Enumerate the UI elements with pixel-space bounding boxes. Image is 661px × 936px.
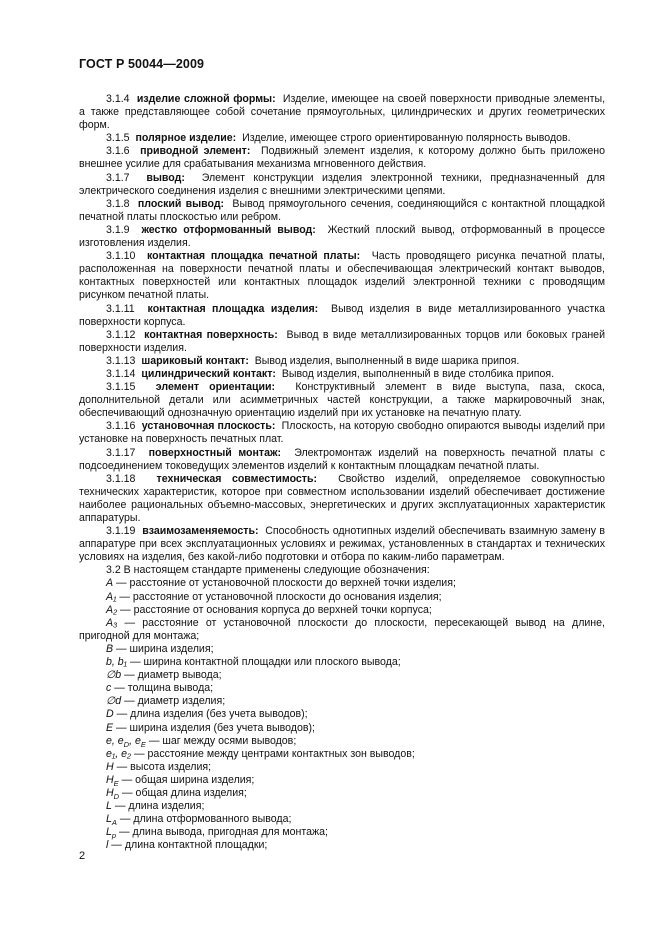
definition-text: Конструктивный элемент в виде выступа, паза, скоса, дополнительной детали или асимметричных частей конструкции, а также маркировочный знак, обеспечивающий однозначную ориентацию изделий при их установке на печатную плату.: [79, 381, 606, 420]
definition-number: 3.1.9: [106, 223, 130, 236]
definition-term: контактная поверхность:: [144, 328, 278, 341]
definition-paragraph: [79, 447, 605, 473]
definition-term: шариковый контакт:: [141, 354, 249, 367]
definition-term: полярное изделие:: [135, 132, 237, 145]
designation-text: — ширина изделия;: [113, 642, 214, 655]
designation-item: [79, 735, 605, 748]
designation-symbol: e₁, e₂: [106, 747, 132, 760]
definition-paragraph: [79, 473, 605, 525]
designation-text: — длина изделия (без учета выводов);: [113, 708, 308, 721]
definition-paragraph: [79, 368, 605, 381]
definition-number: 3.1.19: [106, 525, 136, 538]
designation-item: [79, 800, 605, 813]
definition-text: Вывод прямоугольного сечения, соединяющийся с контактной площадкой печатной платы плоскостью или ребром.: [79, 197, 606, 223]
definition-term: приводной элемент:: [140, 145, 251, 158]
definition-term: плоский вывод:: [137, 197, 225, 210]
designation-item: [79, 604, 605, 617]
designation-symbol: A₁: [106, 590, 117, 603]
designation-item: [79, 656, 605, 669]
designation-text: — длина изделия;: [111, 800, 205, 813]
designation-item: [79, 813, 605, 826]
designation-text: — высота изделия;: [113, 760, 212, 773]
definition-text: Вывод изделия в виде металлизированного участка поверхности корпуса.: [79, 302, 605, 328]
designation-symbol: L: [106, 800, 112, 813]
definition-term: цилиндрический контакт:: [141, 367, 276, 380]
designation-symbol: e, $e_D$, $e_E$: [106, 734, 146, 749]
definition-paragraph: [79, 224, 605, 250]
definition-number: 3.1.11: [106, 302, 135, 315]
definition-paragraph: [79, 93, 605, 132]
designation-text: — толщина вывода;: [111, 682, 214, 695]
designation-item: [79, 774, 605, 787]
definition-number: 3.1.4: [106, 93, 130, 105]
definition-text: Вывод в виде металлизированных торцов или боковых граней поверхности изделия.: [79, 328, 605, 354]
designation-text: — расстояние от установочной плоскости до верхней точки изделия;: [113, 577, 456, 590]
definition-paragraph: [79, 145, 605, 171]
definition-term: элемент ориентации:: [155, 381, 276, 394]
section-3-2-intro: 3.2 В настоящем стандарте применены следующие обозначения:: [106, 564, 430, 577]
designation-symbol: ∅b: [106, 669, 122, 682]
designation-symbol: B: [106, 642, 114, 655]
definition-number: 3.1.12: [106, 328, 136, 341]
definition-paragraph: [79, 381, 605, 420]
designation-text: — ширина контактной площадки или плоского вывода;: [127, 656, 401, 669]
definition-text: Часть проводящего рисунка печатной платы, расположенная на поверхности печатной платы и обеспечивающая электрический контакт выводов, контактных поверхностей или контактных площадок изделий электронной техники с проводящим рисунком печатной платы.: [79, 250, 606, 302]
designation-text: — длина вывода, пригодная для монтажа;: [116, 826, 328, 839]
definition-number: 3.1.18: [106, 472, 136, 485]
designation-text: — общая длина изделия;: [119, 786, 247, 799]
designation-item: [79, 748, 605, 761]
definition-paragraph: [79, 198, 605, 224]
designation-symbol: $H_D$: [106, 786, 120, 802]
definition-text: Элемент конструкции изделия электронной техники, предназначенный для электрического соединения изделия с внешними электрическими цепями.: [79, 171, 605, 197]
definition-term: техническая совместимость:: [156, 472, 318, 485]
designation-text: — ширина изделия (без учета выводов);: [113, 721, 315, 734]
definition-text: Вывод изделия, выполненный в виде столбика припоя.: [281, 367, 555, 380]
designation-text: — расстояние от установочной плоскости до основания изделия;: [116, 590, 442, 603]
designation-item: [79, 591, 605, 604]
definition-term: вывод:: [146, 171, 185, 184]
designation-symbol: $L_p$: [106, 826, 117, 841]
definition-number: 3.1.17: [106, 446, 136, 459]
definition-paragraph: [79, 420, 605, 446]
designation-item: [79, 695, 605, 708]
definition-text: Свойство изделий, определяемое совокупностью технических характеристик, которое при совместном использовании изделий обеспечивает достижение наиболее рациональных объемно-массовых, энергетических и других эксплуатационных характеристик аппаратуры.: [79, 472, 605, 524]
designation-item: [79, 708, 605, 721]
definition-term: изделие сложной формы:: [136, 93, 276, 105]
definition-paragraph: [79, 250, 605, 302]
designation-item: [79, 839, 605, 852]
definition-text: Изделие, имеющее строго ориентированную полярность выводов.: [242, 132, 571, 145]
definition-term: контактная площадка изделия:: [147, 302, 319, 315]
designation-item: [79, 722, 605, 735]
designation-item: [79, 617, 605, 643]
definition-term: контактная площадка печатной платы:: [147, 250, 361, 263]
designation-symbol: A₂: [106, 603, 118, 616]
designation-text: — общая ширина изделия;: [118, 773, 255, 786]
definition-text: Вывод изделия, выполненный в виде шарика припоя.: [254, 354, 520, 367]
designation-item: [79, 826, 605, 839]
definition-text: Электромонтаж изделий на поверхность печатной платы с подсоединением токоведущих элементов изделий к контактным площадкам печатной платы.: [79, 446, 606, 472]
designation-text: — длина отформованного вывода;: [116, 813, 292, 826]
designation-text: — диаметр вывода;: [121, 669, 222, 682]
designation-symbol: H: [106, 760, 114, 773]
designation-text: — расстояние от установочной плоскости до плоскости, пересекающей вывод на длине, пригодной для монтажа;: [79, 616, 605, 642]
designation-symbol: ∅d: [106, 695, 122, 708]
definition-number: 3.1.14: [106, 367, 136, 380]
definition-number: 3.1.8: [106, 197, 130, 210]
designation-item: [79, 682, 605, 695]
designation-text: — расстояние между центрами контактных зон выводов;: [131, 747, 415, 760]
designation-symbol: $H_E$: [106, 773, 119, 788]
designation-item: [79, 787, 605, 800]
designation-item: [79, 643, 605, 656]
definition-paragraph: [79, 355, 605, 368]
designation-symbol: $L_A$: [106, 813, 117, 828]
definition-paragraph: [79, 172, 605, 198]
definitions-list: [79, 93, 605, 564]
definition-text: Жесткий плоский вывод, отформованный в процессе изготовления изделия.: [79, 223, 606, 250]
definition-text: Изделие, имеющее на своей поверхности приводные элементы, а также представляющее собой сочетание прямоугольных, цилиндрических и других геометрических форм.: [79, 93, 606, 132]
designation-item: [79, 577, 605, 590]
designation-symbol: E: [106, 721, 114, 734]
definition-number: 3.1.5: [106, 132, 130, 145]
page-header: ГОСТ Р 50044—2009: [79, 57, 205, 71]
definition-number: 3.1.6: [106, 145, 130, 158]
definition-paragraph: [79, 525, 605, 564]
definition-number: 3.1.7: [106, 171, 130, 184]
definition-paragraph: [79, 329, 605, 355]
designation-text: — диаметр изделия;: [121, 695, 226, 708]
designation-text: — длина контактной площадки;: [108, 839, 268, 852]
page-number: 2: [79, 850, 86, 862]
designation-symbol: c: [106, 682, 112, 695]
definition-term: поверхностный монтаж:: [148, 446, 282, 459]
designation-text: — шаг между осями выводов;: [145, 734, 297, 747]
definition-number: 3.1.10: [106, 250, 136, 263]
designation-symbol: b, b₁: [106, 656, 128, 669]
page-body: [79, 93, 605, 852]
designation-symbol: l: [106, 839, 109, 852]
definition-text: Способность однотипных изделий обеспечивать взаимную замену в аппаратуре при всех эксплуатационных условиях и режимах, установленных в стандартах и технических условиях на изделия, без какой-либо подготовки и отбора по каким-либо параметрам.: [79, 525, 606, 564]
definition-number: 3.1.15: [106, 381, 136, 394]
designation-text: — расстояние от основания корпуса до верхней точки корпуса;: [117, 603, 432, 616]
definition-number: 3.1.16: [106, 420, 136, 433]
designation-symbol: A: [106, 577, 114, 590]
definition-number: 3.1.13: [106, 354, 136, 367]
designation-item: [79, 669, 605, 682]
definition-paragraph: [79, 132, 605, 145]
designations-list: [79, 577, 605, 852]
definition-text: Плоскость, на которую свободно опираются выводы изделий при установке на поверхность печатных плат.: [79, 420, 605, 446]
definition-term: жестко отформованный вывод:: [141, 223, 316, 236]
definition-term: взаимозаменяемость:: [142, 525, 259, 538]
definition-text: Подвижный элемент изделия, к которому должно быть приложено внешнее усилие для срабатывания механизма мгновенного действия.: [79, 145, 605, 171]
definition-paragraph: [79, 303, 605, 329]
designation-item: [79, 761, 605, 774]
designation-symbol: D: [106, 708, 114, 721]
designation-symbol: A₃: [106, 616, 118, 629]
definition-term: установочная плоскость:: [141, 420, 276, 433]
